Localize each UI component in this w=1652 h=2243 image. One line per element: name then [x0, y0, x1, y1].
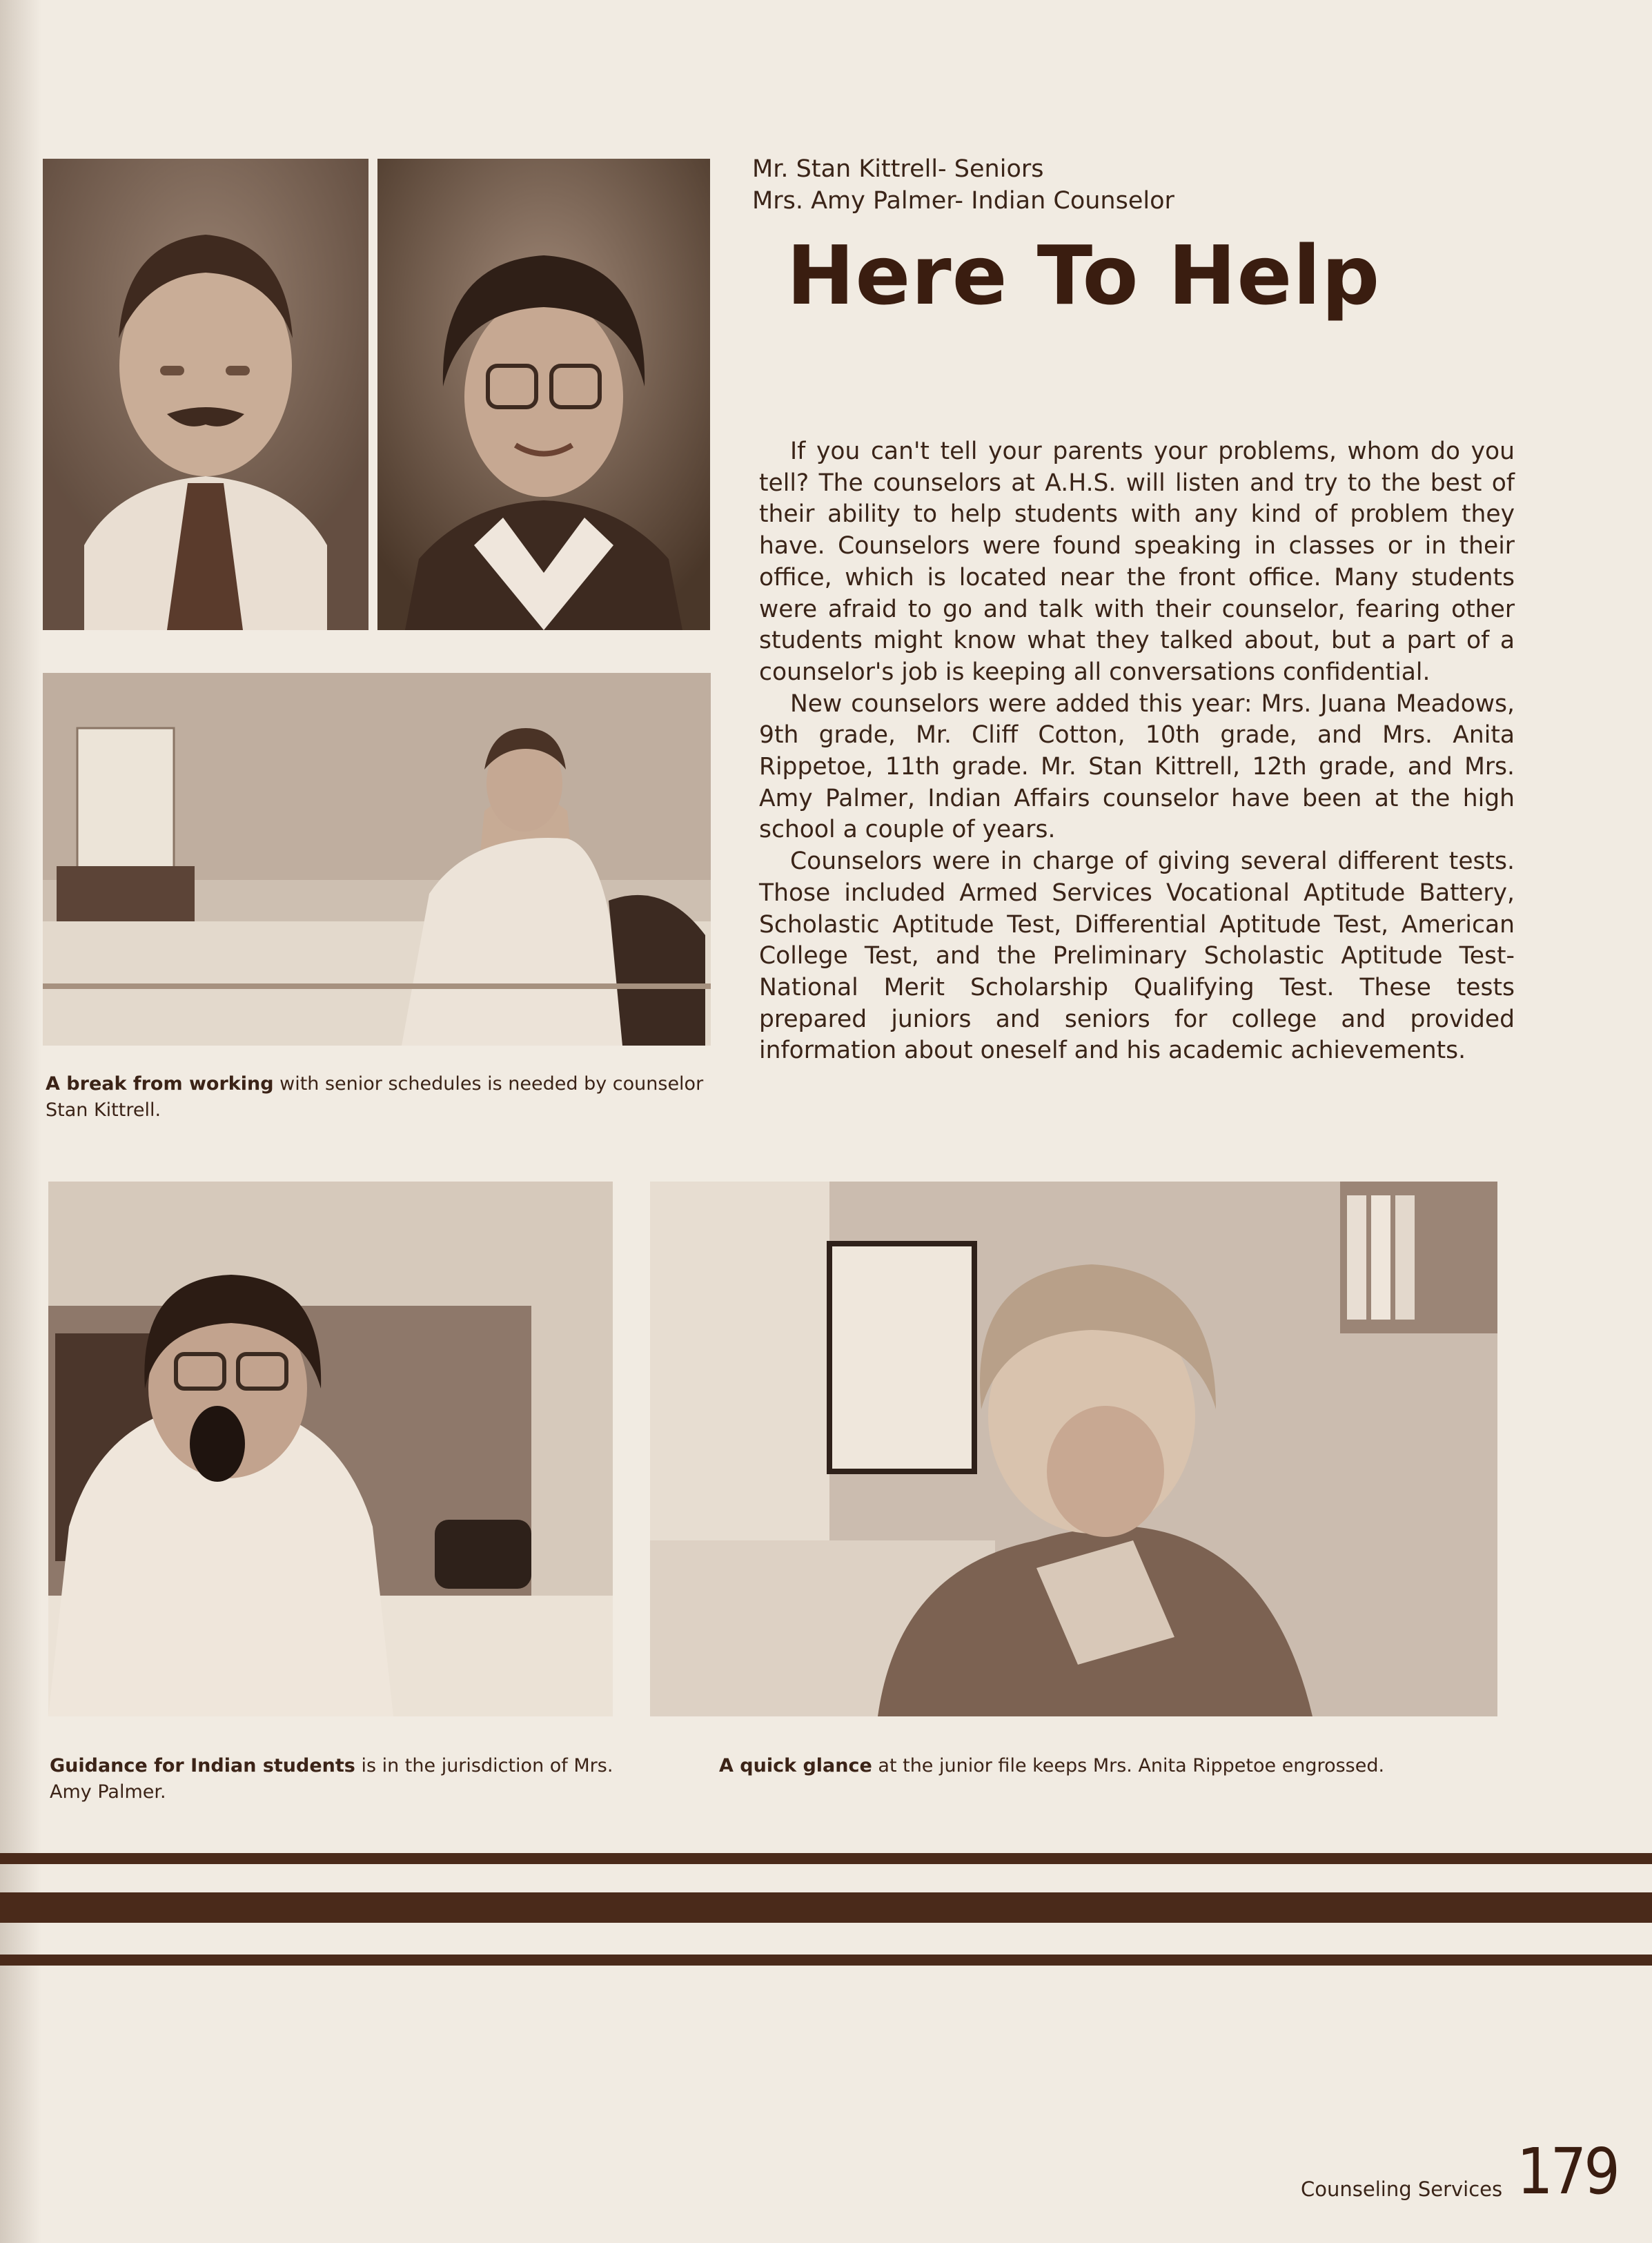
article-paragraph: If you can't tell your parents your problems, whom do you tell? The counselors at A.H.S. will listen and try to the best of their ability to help students with any kind of problem they have. Counselors were found speaking in classes or in their office, which is located near the front office. Many students were afraid to go and talk with their counselor, fearing other students might know what they talked about, but a part of a counselor's job is keeping all conversations confidential. — [759, 438, 1515, 686]
caption-text: with senior schedules is needed by counselor Stan Kittrell. — [46, 1073, 704, 1121]
page-title: Here To Help — [786, 228, 1381, 323]
caption-lead: A quick glance — [719, 1755, 872, 1776]
name-line-kittrell: Mr. Stan Kittrell- Seniors — [752, 155, 1044, 183]
caption-text: is in the jurisdiction of Mrs. Amy Palmer. — [50, 1755, 613, 1803]
divider-rule — [0, 1892, 1652, 1923]
name-line-palmer: Mrs. Amy Palmer- Indian Counselor — [752, 187, 1174, 215]
page-number: 179 — [1517, 2135, 1617, 2208]
counselor-names — [752, 153, 1373, 217]
caption-rippetoe-file — [719, 1753, 1513, 1779]
divider-rule — [0, 1853, 1652, 1864]
article-body — [759, 436, 1515, 1067]
photo-palmer-on-phone — [48, 1182, 613, 1716]
portrait-amy-palmer — [377, 159, 710, 630]
article-paragraph: New counselors were added this year: Mrs. Juana Meadows, 9th grade, Mr. Cliff Cotton, 10th grade, and Mrs. Anita Rippetoe, 11th grade. Mr. Stan Kittrell, 12th grade, and Mrs. Amy Palmer, Indian Affairs counselor have been at the high school a couple of years. — [759, 689, 1515, 844]
caption-lead: A break from working — [46, 1073, 274, 1095]
portrait-stan-kittrell — [43, 159, 368, 630]
divider-rule — [0, 1955, 1652, 1966]
caption-lead: Guidance for Indian students — [50, 1755, 355, 1776]
article-paragraph: Counselors were in charge of giving several different tests. Those included Armed Services Vocational Aptitude Battery, Scholastic Aptitude Test, Differential Aptitude Test, American College Test, and the Preliminary Scholastic Aptitude Test-National Merit Scholarship Qualifying Test. These tests prepared juniors and seniors for college and provided information about oneself and his academic achievements. — [759, 848, 1515, 1065]
photo-rippetoe-at-file — [650, 1182, 1497, 1716]
caption-text: at the junior file keeps Mrs. Anita Rippetoe engrossed. — [872, 1755, 1385, 1776]
photo-kittrell-at-desk — [43, 673, 711, 1046]
caption-palmer-phone — [50, 1753, 643, 1805]
section-label: Counseling Services — [1301, 2177, 1503, 2201]
caption-kittrell-desk — [46, 1071, 722, 1124]
